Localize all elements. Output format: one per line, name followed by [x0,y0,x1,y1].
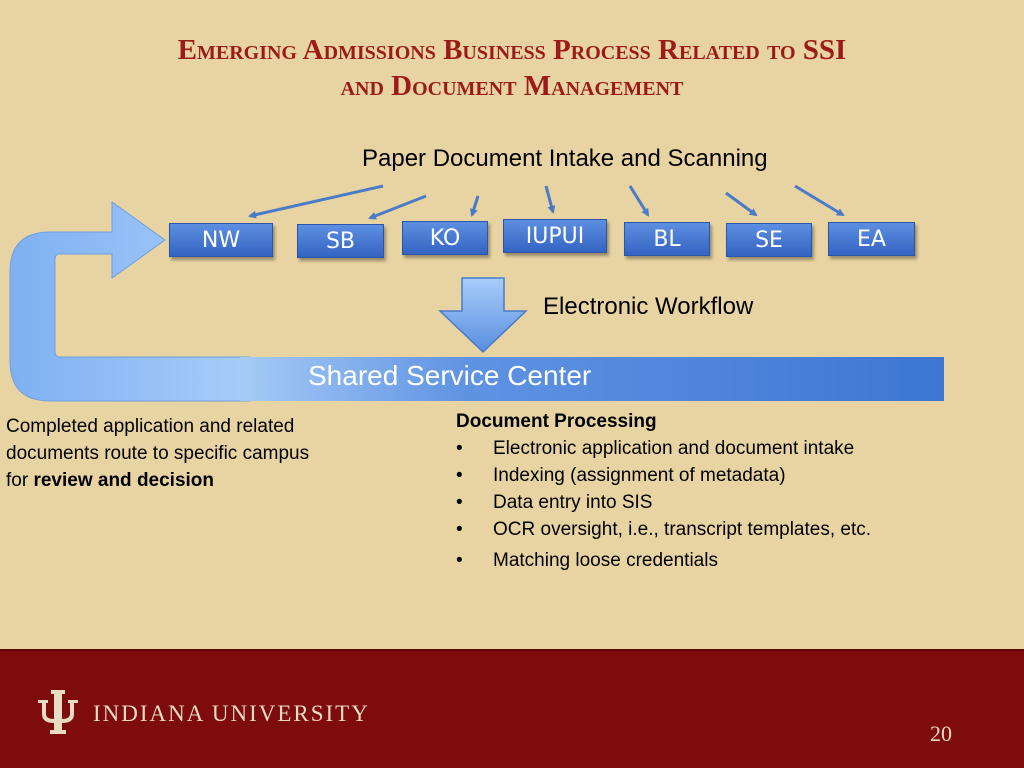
list-item-text: Indexing (assignment of metadata) [493,465,786,486]
footer-divider [0,649,1024,651]
list-item [456,516,871,543]
slide-title-line-2: and Document Management [340,70,684,102]
intake-arrow-nw [250,186,383,216]
intake-arrow-iupui [546,186,553,212]
list-item-text: Electronic application and document intake [493,438,855,459]
intake-label: Paper Document Intake and Scanning [362,145,768,172]
campus-box-ea: EA [828,222,915,256]
intake-arrow-ko [472,196,478,215]
list-item [456,462,871,489]
list-item-text: OCR oversight, i.e., transcript templates, etc. [493,519,872,540]
page-number: 20 [930,721,952,746]
bullet-icon: • [456,550,463,571]
list-item [456,547,871,574]
bullet-icon: • [456,492,463,513]
bullet-icon: • [456,465,463,486]
shared-service-center-label: Shared Service Center [308,360,592,391]
campus-box-se: SE [726,223,812,257]
list-item-text: Matching loose credentials [493,550,718,571]
iu-trident-logo-icon [36,686,80,742]
campus-box-nw: NW [169,223,273,257]
routing-line-3-bold: review and decision [33,470,215,491]
routing-description [6,413,386,494]
intake-arrow-sb [370,196,426,218]
university-name: INDIANA UNIVERSITY [93,701,370,726]
campus-box-ko: KO [402,221,488,255]
list-item-text: Data entry into SIS [493,492,653,513]
campus-box-sb: SB [297,224,384,258]
document-processing-heading: Document Processing [456,411,657,432]
intake-arrow-ea [795,186,843,215]
intake-arrow-bl [630,186,648,215]
document-processing-list [456,409,871,574]
workflow-label: Electronic Workflow [543,293,754,320]
list-item [456,489,871,516]
campus-box-bl: BL [624,222,710,256]
electronic-workflow-arrow [440,278,526,352]
campus-box-iupui: IUPUI [503,219,607,253]
intake-arrow-se [726,193,756,215]
routing-line-3-prefix: for [6,470,34,491]
routing-line-3 [6,467,386,494]
bullet-icon: • [456,438,463,459]
footer-band [0,649,1024,768]
bullet-icon: • [456,519,463,540]
list-item [456,435,871,462]
routing-line-2: documents route to specific campus [6,443,310,464]
slide-title-line-1: Emerging Admissions Business Process Related to SSI [177,34,847,66]
routing-line-1: Completed application and related [6,416,295,437]
